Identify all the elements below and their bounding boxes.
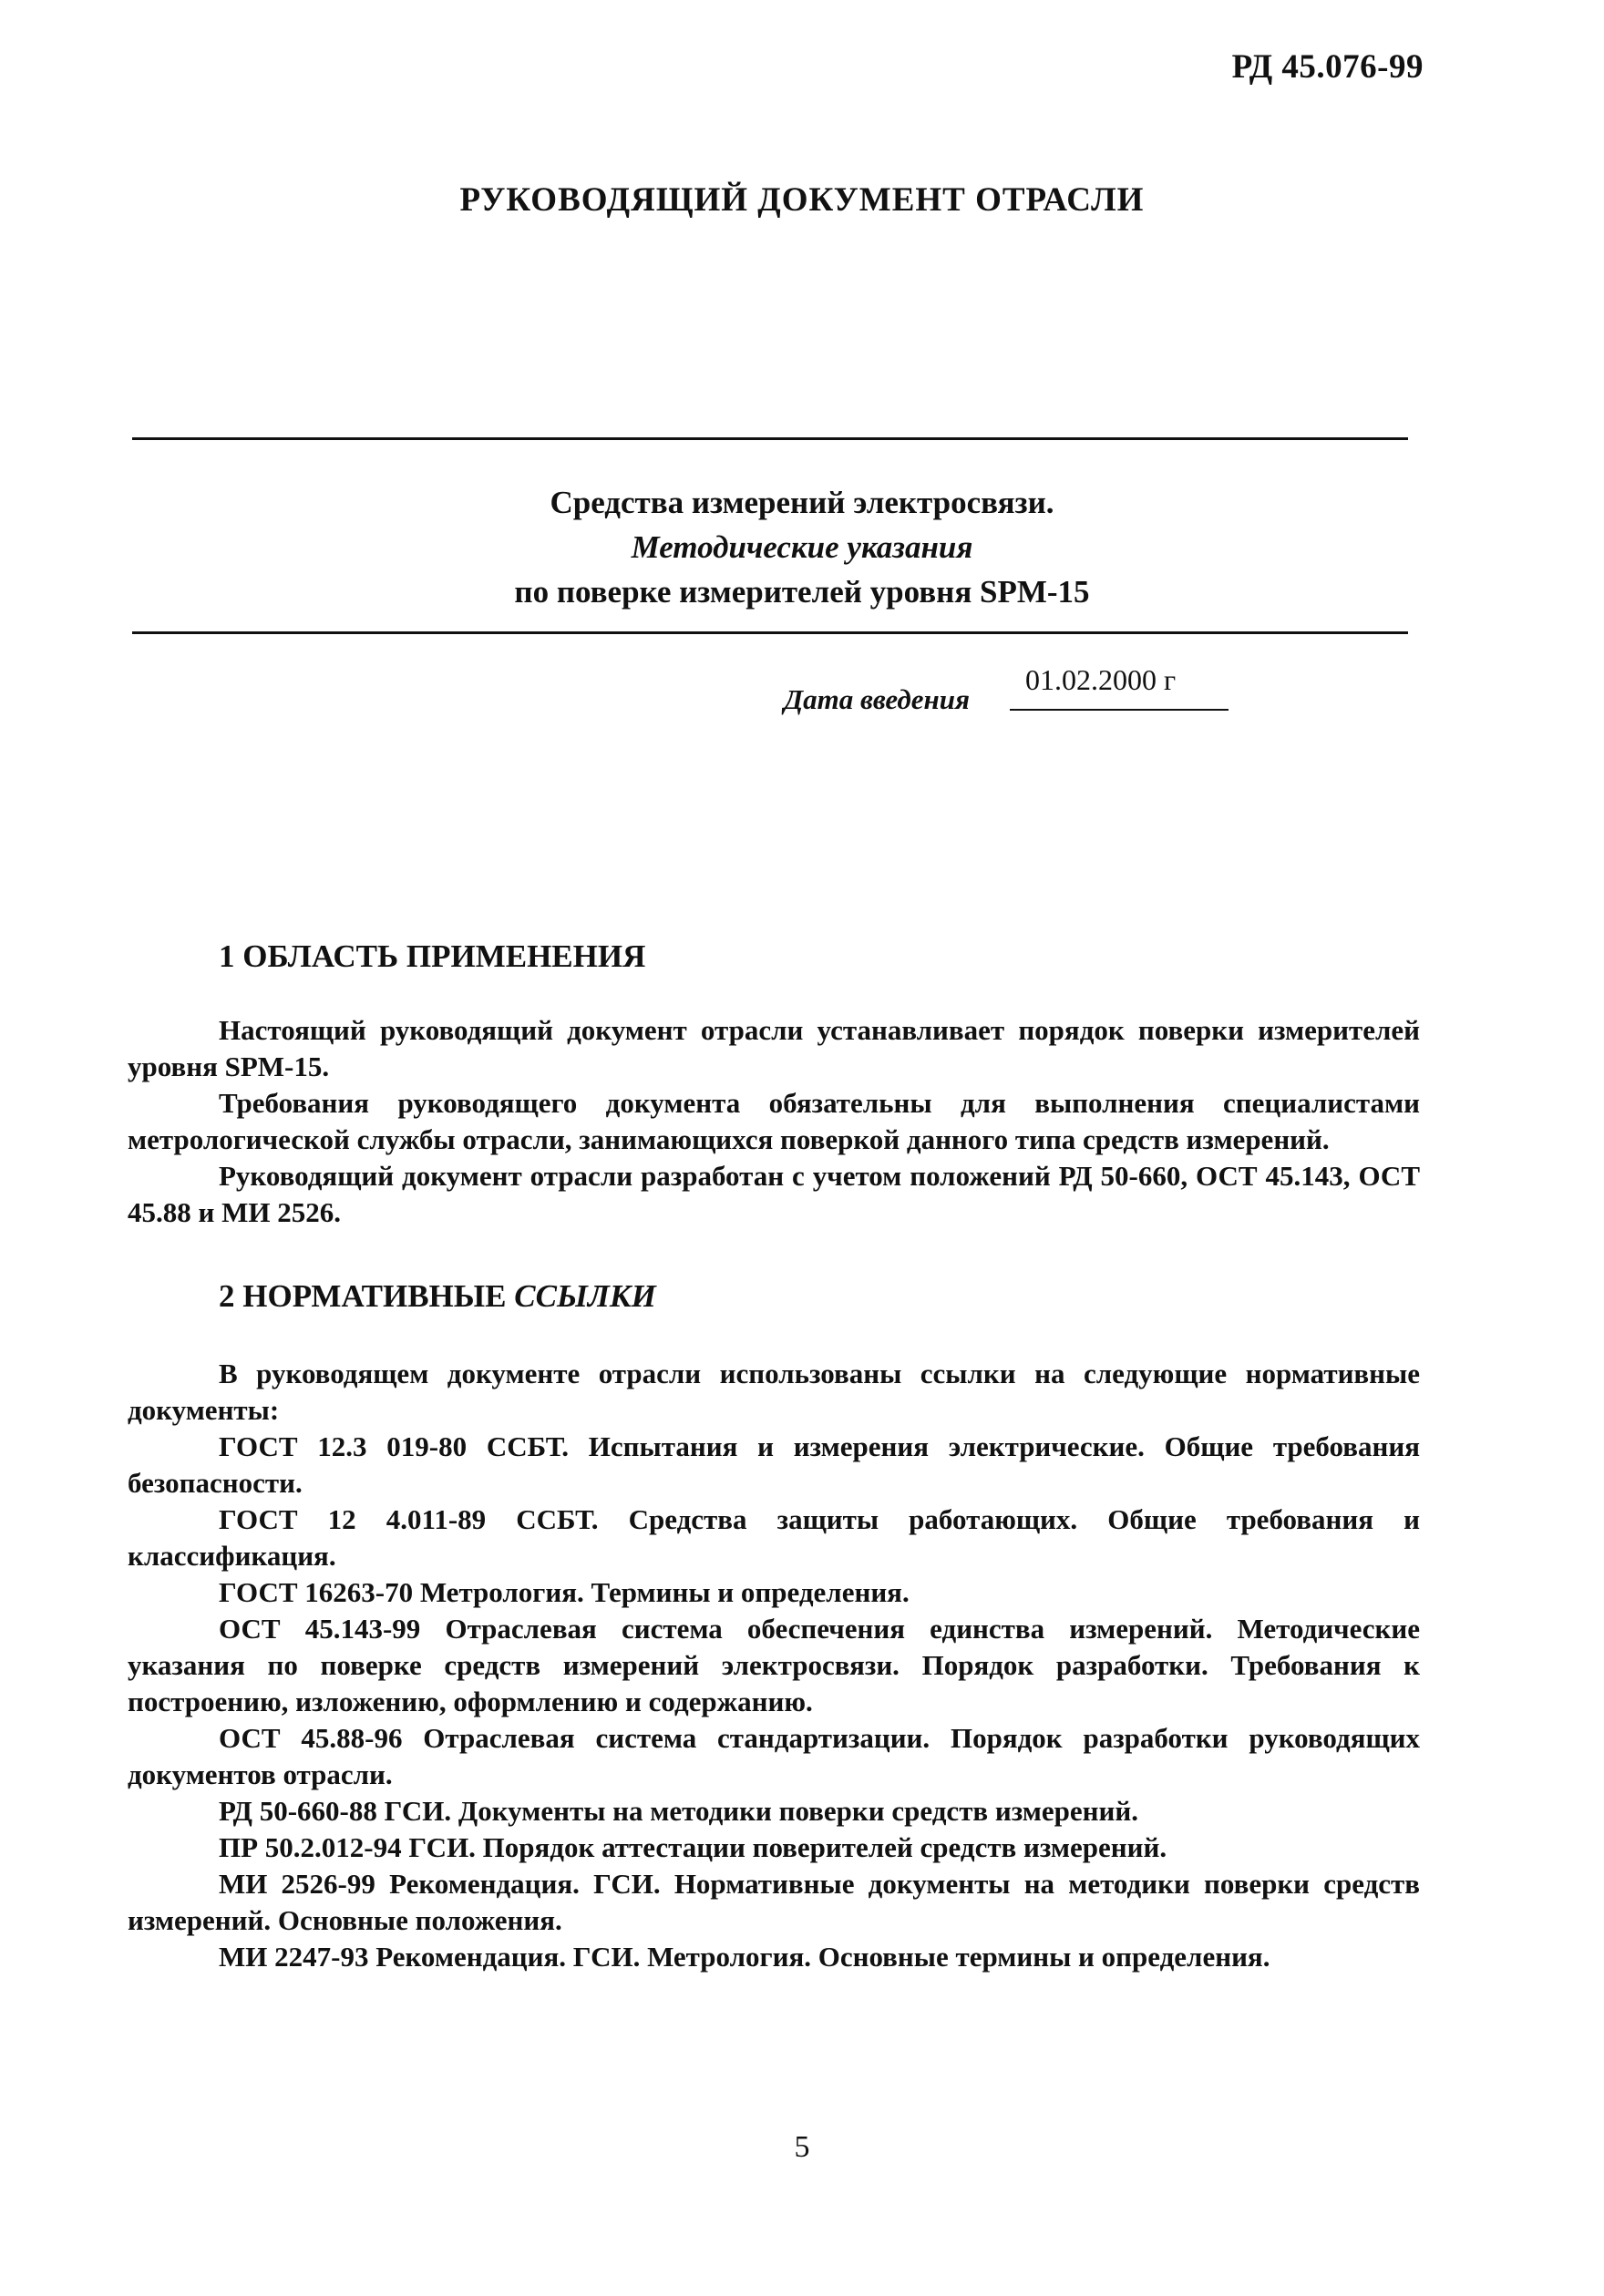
title-line-3: по поверке измерителей уровня SPM-15 <box>514 574 1090 610</box>
title-bottom-rule <box>132 631 1408 634</box>
section-2-intro: В руководящем документе отрасли использованы ссылки на следующие нормативные документы: <box>128 1358 1420 1426</box>
reference-item: МИ 2247-93 Рекомендация. ГСИ. Метрология. Основные термины и определения. <box>219 1941 1270 1973</box>
section-2-heading-italic: ССЫЛКИ <box>514 1278 656 1314</box>
reference-item: ОСТ 45.143-99 Отраслевая система обеспечения единства измерений. Методические указания по поверке средств измерений электросвязи. Порядок разработки. Требования к построению, изложению, оформлению и содержанию. <box>128 1613 1420 1717</box>
section-2-body <box>128 1356 1420 1975</box>
section-1-paragraph: Требования руководящего документа обязательны для выполнения специалистами метрологической службы отрасли, занимающихся поверкой данного типа средств измерений. <box>128 1087 1420 1155</box>
document-title <box>0 480 1604 614</box>
introduction-date-underline <box>1010 709 1229 711</box>
section-2-heading-main: 2 НОРМАТИВНЫЕ <box>219 1278 515 1314</box>
section-1-body <box>128 1012 1420 1231</box>
page-number: 5 <box>794 2130 810 2164</box>
reference-item: МИ 2526-99 Рекомендация. ГСИ. Нормативные документы на методики поверки средств измерений. Основные положения. <box>128 1868 1420 1936</box>
reference-item: ОСТ 45.88-96 Отраслевая система стандартизации. Порядок разработки руководящих документов отрасли. <box>128 1722 1420 1790</box>
document-type-heading: РУКОВОДЯЩИЙ ДОКУМЕНТ ОТРАСЛИ <box>459 181 1145 219</box>
title-top-rule <box>132 437 1408 440</box>
introduction-date <box>784 663 1239 718</box>
reference-item: ГОСТ 12 4.011-89 ССБТ. Средства защиты работающих. Общие требования и классификация. <box>128 1503 1420 1572</box>
section-1-heading: 1 ОБЛАСТЬ ПРИМЕНЕНИЯ <box>219 938 646 974</box>
introduction-date-value: 01.02.2000 г <box>1025 663 1177 696</box>
document-code: РД 45.076-99 <box>1231 48 1424 86</box>
title-line-2: Методические указания <box>631 529 973 565</box>
reference-item: РД 50-660-88 ГСИ. Документы на методики поверки средств измерений. <box>219 1795 1138 1827</box>
reference-item: ГОСТ 12.3 019-80 ССБТ. Испытания и измерения электрические. Общие требования безопасности. <box>128 1430 1420 1499</box>
introduction-date-label: Дата введения <box>784 683 970 715</box>
title-line-1: Средства измерений электросвязи. <box>550 485 1054 520</box>
section-2-heading <box>219 1278 656 1315</box>
section-1-paragraph: Настоящий руководящий документ отрасли устанавливает порядок поверки измерителей уровня SPM-15. <box>128 1014 1420 1082</box>
section-1-paragraph: Руководящий документ отрасли разработан с учетом положений РД 50-660, ОСТ 45.143, ОСТ 45.88 и МИ 2526. <box>128 1160 1420 1228</box>
reference-item: ПР 50.2.012-94 ГСИ. Порядок аттестации поверителей средств измерений. <box>219 1831 1167 1863</box>
reference-item: ГОСТ 16263-70 Метрология. Термины и определения. <box>219 1576 910 1608</box>
